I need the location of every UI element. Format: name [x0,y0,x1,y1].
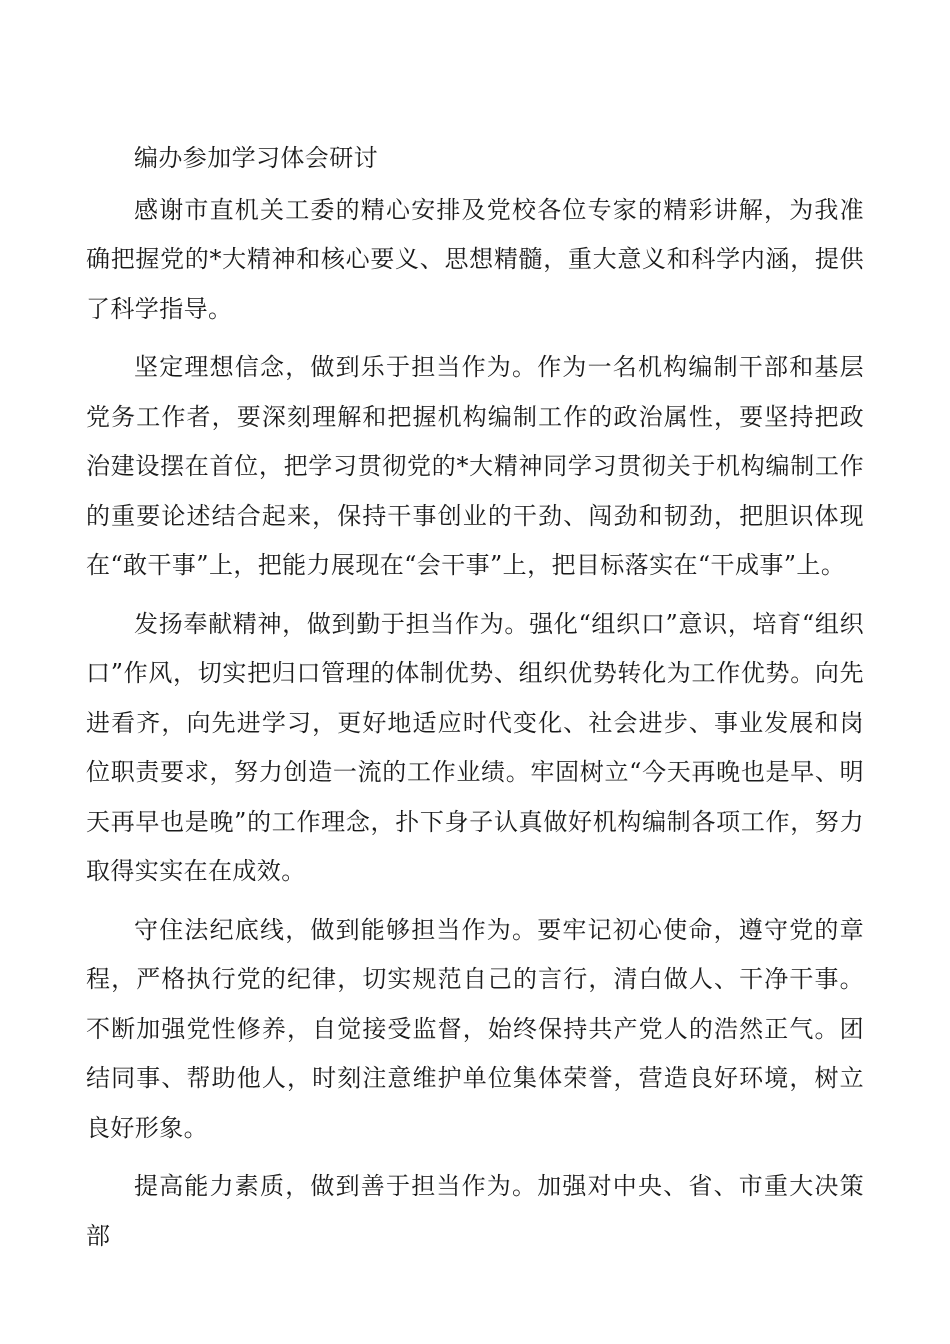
paragraph-ability: 提高能力素质，做到善于担当作为。加强对中央、省、市重大决策部 [86,1172,864,1250]
document-body [86,134,864,1270]
paragraph-dedication: 发扬奉献精神，做到勤于担当作为。强化“组织口”意识，培育“组织口”作风，切实把归口管理的体制优势、组织优势转化为工作优势。向先进看齐，向先进学习，更好地适应时代变化、社会进步、事业发展和岗位职责要求，努力创造一流的工作业绩。牢固树立“今天再晚也是早、明天再早也是晚”的工作理念，扑下身子认真做好机构编制各项工作，努力取得实实在在成效。 [86,609,864,885]
document-title: 编办参加学习体会研讨 [134,144,378,172]
paragraph-thanks: 感谢市直机关工委的精心安排及党校各位专家的精彩讲解，为我准确把握党的*大精神和核心要义、思想精髓，重大意义和科学内涵，提供了科学指导。 [86,195,864,323]
paragraph-ideals: 坚定理想信念，做到乐于担当作为。作为一名机构编制干部和基层党务工作者，要深刻理解和把握机构编制工作的政治属性，要坚持把政治建设摆在首位，把学习贯彻党的*大精神同学习贯彻关于机构编制工作的重要论述结合起来，保持干事创业的干劲、闯劲和韧劲，把胆识体现在“敢干事”上，把能力展现在“会干事”上，把目标落实在“干成事”上。 [86,353,864,579]
paragraph-discipline: 守住法纪底线，做到能够担当作为。要牢记初心使命，遵守党的章程，严格执行党的纪律，切实规范自己的言行，清白做人、干净干事。不断加强党性修养，自觉接受监督，始终保持共产党人的浩然正气。团结同事、帮助他人，时刻注意维护单位集体荣誉，营造良好环境，树立良好形象。 [86,915,864,1142]
